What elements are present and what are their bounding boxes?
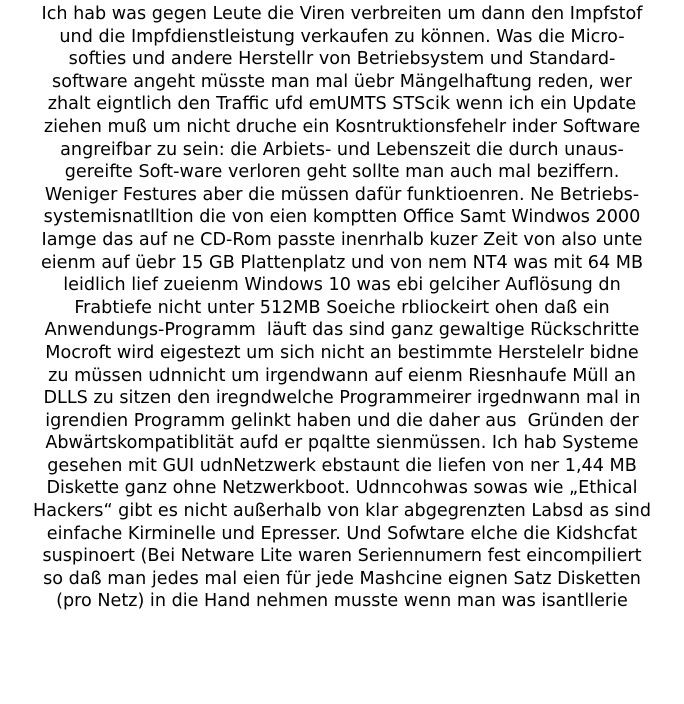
text-line: zu müssen udnnicht um irgendwann auf eienm Riesnhaufe Müll an: [48, 365, 636, 386]
text-line: DLLS zu sitzen den iregndwelche Programmeirer irgednwann mal in: [43, 388, 641, 409]
text-line: leidlich lief zueienm Windows 10 was ebi gelciher Auflösung dn: [63, 275, 621, 296]
text-line: Anwendungs-Programm läuft das sind ganz gewaltige Rückschritte: [44, 320, 640, 341]
text-line: zhalt eigntlich den Traffic ufd emUMTS STScik wenn ich ein Update: [47, 94, 637, 115]
text-line: Ich hab was gegen Leute die Viren verbreiten um dann den Impfstof: [41, 4, 643, 24]
text-line: Frabtiefe nicht unter 512MB Soeiche rbliockeirt ohen daß ein: [74, 297, 610, 318]
text-line: systemisnatlltion die von eien komptten Office Samt Windwos 2000: [43, 207, 641, 228]
text-line: Iamge das auf ne CD-Rom passte inenrhalb kuzer Zeit von also unte: [41, 229, 643, 250]
document-body: [0, 3, 684, 613]
text-line: gesehen mit GUI udnNetzwerk ebstaunt die liefen von ner 1,44 MB: [47, 455, 637, 476]
text-line: so daß man jedes mal eien für jede Mashcine eignen Satz Disketten: [43, 568, 641, 589]
text-line: (pro Netz) in die Hand nehmen musste wenn man was isantllerie: [56, 591, 628, 612]
text-line: eienm auf üebr 15 GB Plattenplatz und von nem NT4 was mit 64 MB: [40, 252, 644, 273]
text-line: Abwärtskompatiblität aufd er pqaltte sienmüssen. Ich hab Systeme: [45, 433, 639, 454]
text-line: ziehen muß um nicht druche ein Kosntruktionsfehelr inder Software: [43, 116, 641, 137]
text-line: und die Impfdienstleistung verkaufen zu können. Was die Micro-: [59, 26, 625, 47]
text-line: gereifte Soft-ware verloren geht sollte man auch mal beziffern.: [64, 162, 620, 183]
text-line: software angeht müsste man mal üebr Mängelhaftung reden, wer: [52, 71, 632, 92]
text-line: Diskette ganz ohne Netzwerkboot. Udnncohwas sowas wie „Ethical: [46, 478, 638, 499]
text-line: Mocroft wird eigestezt um sich nicht an bestimmte Herstelelr bidne: [45, 342, 639, 363]
text-line: igrendien Programm gelinkt haben und die daher aus Gründen der: [45, 410, 639, 431]
text-line: einfache Kirminelle und Epresser. Und Sofwtare elche die Kidshcfat: [46, 523, 638, 544]
text-line: softies und andere Herstellr von Betriebsystem und Standard-: [68, 49, 616, 70]
text-line: suspinoert (Bei Netware Lite waren Seriennumern fest eincompiliert: [42, 546, 642, 567]
text-line: Hackers“ gibt es nicht außerhalb von klar abgegrenzten Labsd as sind: [33, 501, 651, 522]
text-line: angreifbar zu sein: die Arbiets- und Lebenszeit die durch unaus-: [60, 139, 624, 160]
text-line: Weniger Festures aber die müssen dafür funktioenren. Ne Betriebs-: [44, 184, 640, 205]
